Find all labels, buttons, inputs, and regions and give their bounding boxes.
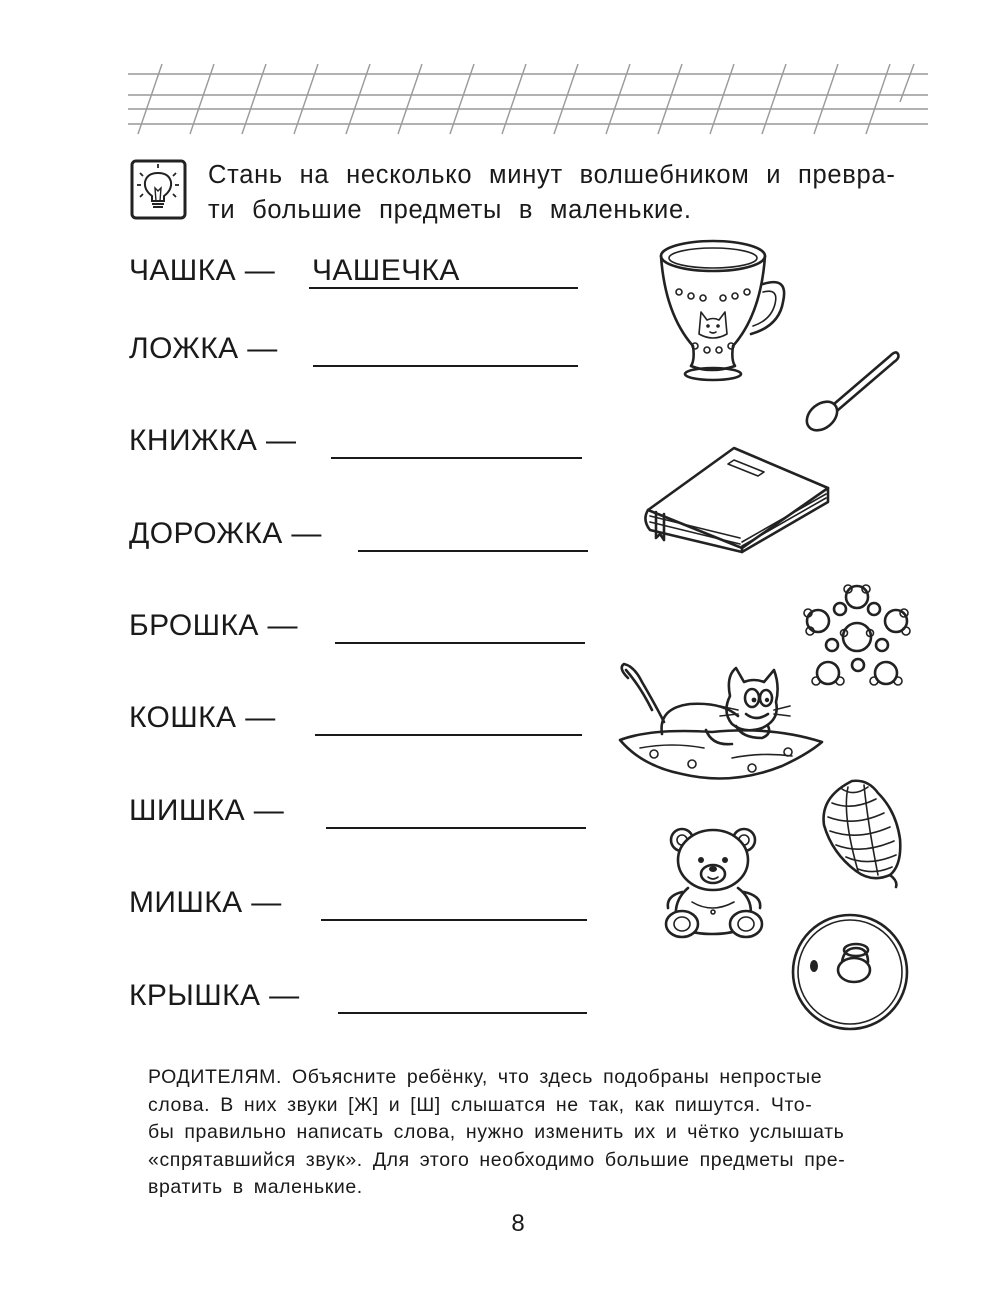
page-number: 8 — [511, 1210, 525, 1237]
cat-icon — [612, 662, 827, 792]
parents-note-line-5: вратить в маленькие. — [148, 1176, 363, 1198]
answer-line[interactable] — [335, 642, 585, 644]
answer-line[interactable] — [313, 365, 578, 367]
spoon-icon — [800, 340, 910, 440]
book-icon — [638, 440, 833, 555]
parents-note-line-1 — [148, 1064, 916, 1092]
parents-note-line-3: бы правильно написать слова, нужно изменить их и чётко услышать — [148, 1121, 845, 1143]
teddy-bear-icon — [662, 826, 774, 944]
source-word: КРЫШКА — — [129, 979, 300, 1012]
source-word: ЧАШКА — — [129, 254, 276, 287]
parents-note-line-4: «спрятавшийся звук». Для этого необходимо большие предметы пре- — [148, 1148, 846, 1171]
instruction-line-1: Стань на несколько минут волшебником и превра- — [208, 161, 896, 189]
instruction-text — [208, 158, 916, 228]
answer-line[interactable] — [309, 287, 578, 289]
parents-text-1: Объясните ребёнку, что здесь подобраны непростые — [292, 1066, 823, 1088]
answer-line[interactable] — [315, 734, 582, 736]
source-word: КОШКА — — [129, 701, 276, 734]
source-word: МИШКА — — [129, 886, 282, 919]
answer-text: ЧАШЕЧКА — [312, 254, 460, 287]
lightbulb-icon — [130, 158, 188, 222]
parents-note — [148, 1064, 916, 1202]
answer-line[interactable] — [326, 827, 586, 829]
source-word: ЛОЖКА — — [129, 332, 278, 365]
source-word: ШИШКА — — [129, 794, 285, 827]
lid-icon — [784, 910, 919, 1035]
answer-line[interactable] — [321, 919, 587, 921]
instruction-line-2: ти большие предметы в маленькие. — [208, 196, 692, 224]
parents-note-line-2: слова. В них звуки [Ж] и [Ш] слышатся не так, как пишутся. Что- — [148, 1093, 813, 1116]
copybook-ruling — [128, 62, 928, 142]
answer-line[interactable] — [338, 1012, 587, 1014]
parents-label: РОДИТЕЛЯМ. — [148, 1066, 282, 1088]
pine-cone-icon — [812, 775, 912, 890]
source-word: БРОШКА — — [129, 609, 298, 642]
source-word: КНИЖКА — — [129, 424, 297, 457]
cup-icon — [655, 234, 795, 394]
answer-line[interactable] — [358, 550, 588, 552]
answer-line[interactable] — [331, 457, 582, 459]
source-word: ДОРОЖКА — — [129, 517, 322, 550]
